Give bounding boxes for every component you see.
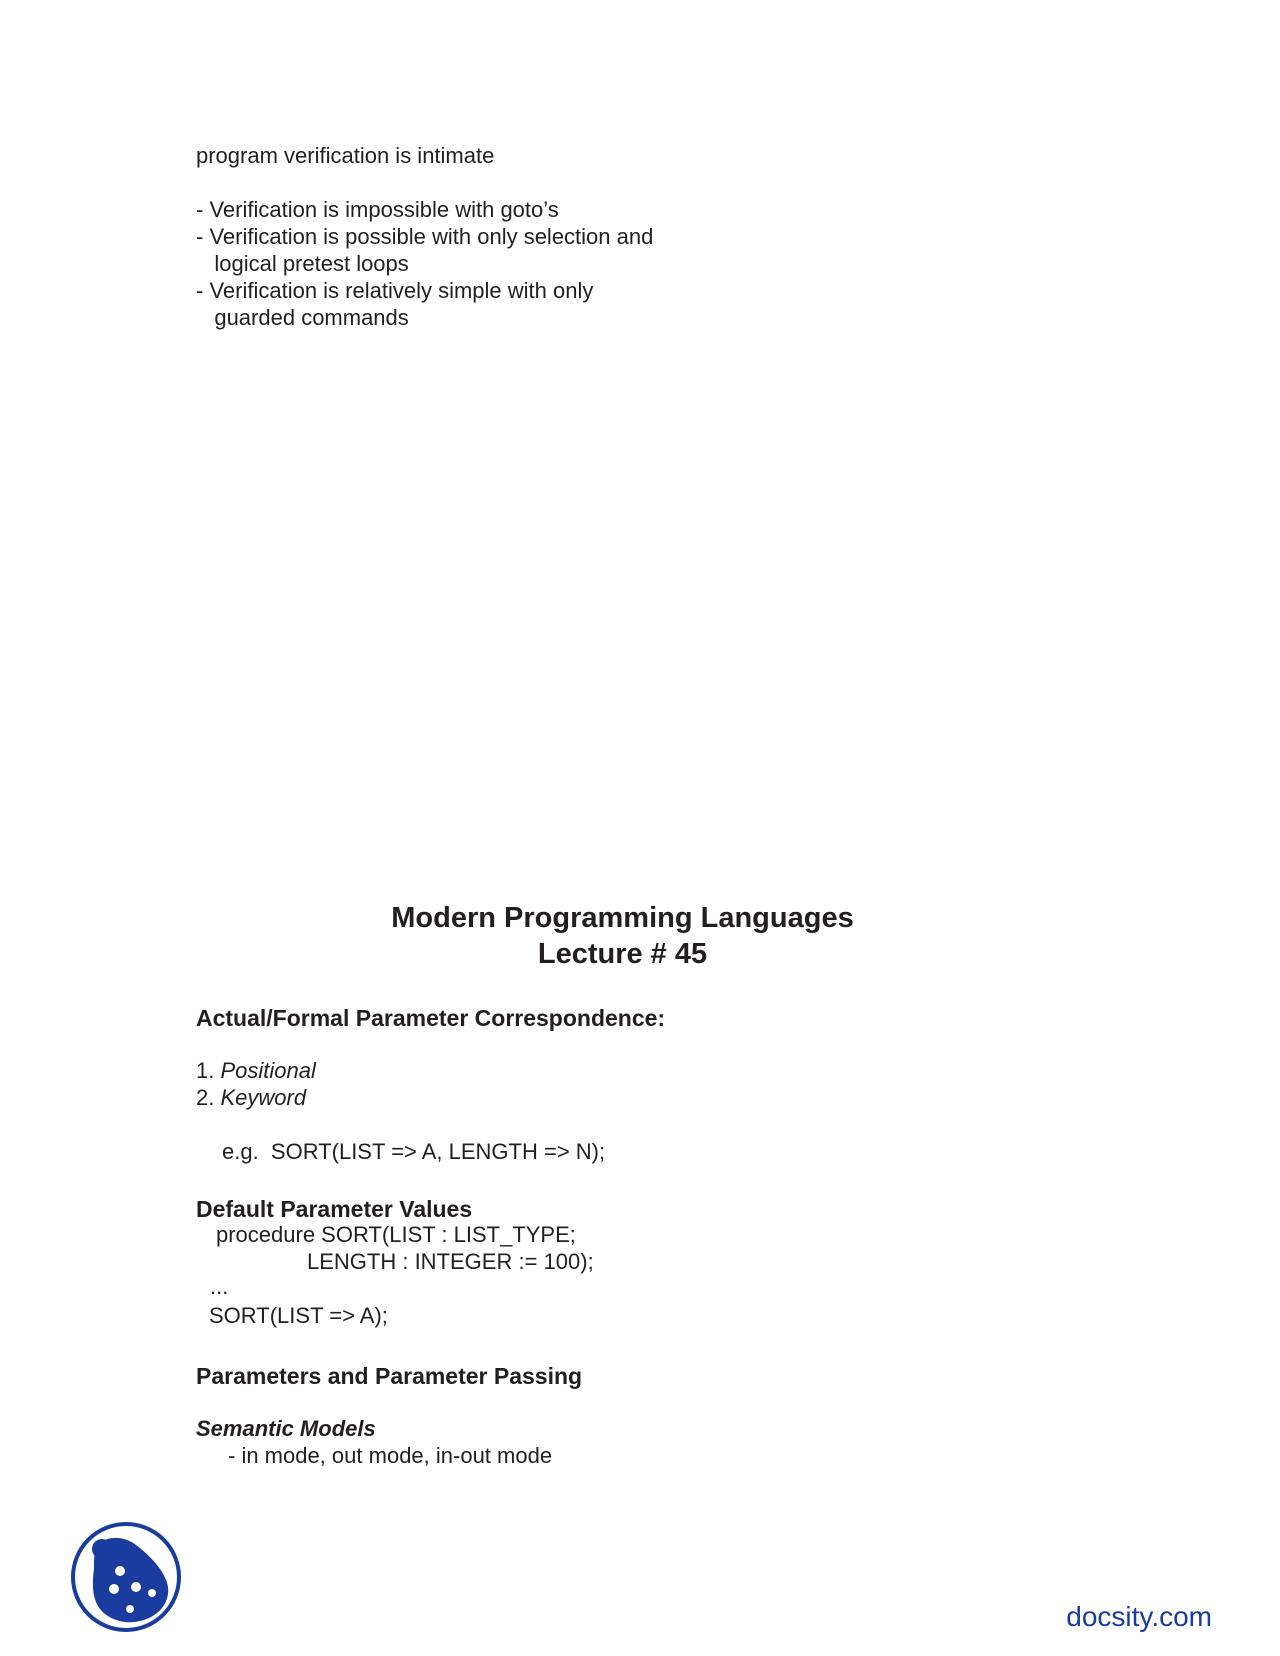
intro-line: program verification is intimate <box>196 143 495 168</box>
list-item <box>196 1085 306 1111</box>
list-number: 2. <box>196 1085 221 1110</box>
page-title: Modern Programming Languages <box>391 902 854 934</box>
section-heading-correspondence: Actual/Formal Parameter Correspondence: <box>196 1005 666 1031</box>
bullet-item: - Verification is possible with only selection and <box>196 224 654 249</box>
code-line: LENGTH : INTEGER := 100); <box>307 1249 594 1274</box>
list-text: Keyword <box>220 1085 307 1110</box>
bullet-item: - Verification is impossible with goto’s <box>196 197 559 222</box>
modes-line: - in mode, out mode, in-out mode <box>228 1443 553 1468</box>
section-heading-default: Default Parameter Values <box>196 1196 473 1222</box>
list-text: Positional <box>220 1058 316 1083</box>
list-number: 1. <box>196 1058 221 1083</box>
bullet-item: guarded commands <box>196 305 409 330</box>
example-code: e.g. SORT(LIST => A, LENGTH => N); <box>222 1139 606 1164</box>
subheading-semantic-models: Semantic Models <box>196 1416 376 1441</box>
lecture-number: Lecture # 45 <box>537 938 708 970</box>
section-heading-passing: Parameters and Parameter Passing <box>196 1363 583 1389</box>
bullet-item: logical pretest loops <box>196 251 409 276</box>
bullet-item: - Verification is relatively simple with only <box>196 278 594 303</box>
code-line: SORT(LIST => A); <box>209 1303 388 1328</box>
code-line: ... <box>210 1274 229 1299</box>
list-item <box>196 1058 316 1084</box>
brand-link[interactable]: docsity.com <box>1066 1601 1212 1632</box>
docsity-logo-icon <box>70 1521 182 1633</box>
code-line: procedure SORT(LIST : LIST_TYPE; <box>216 1222 576 1247</box>
